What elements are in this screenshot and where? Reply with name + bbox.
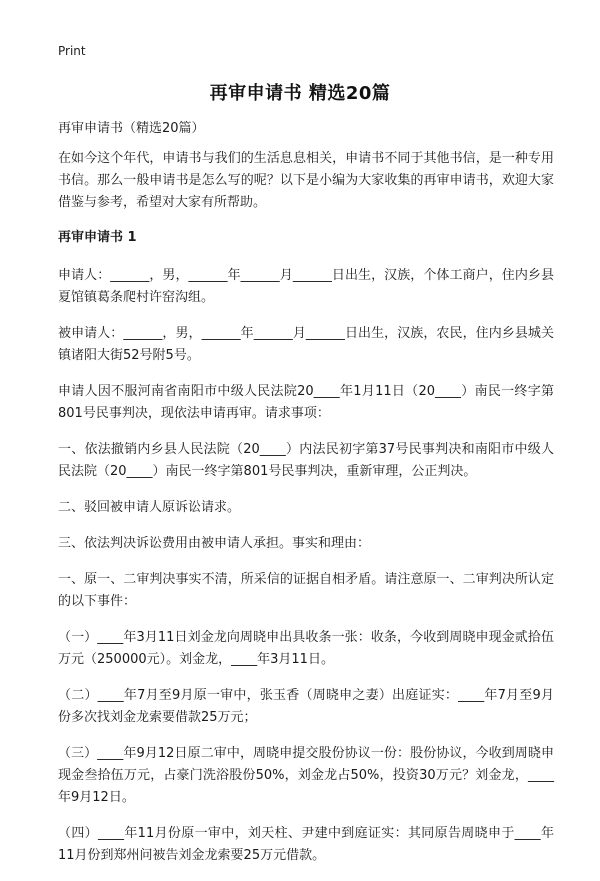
paragraph-request-2: 二、驳回被申请人原诉讼请求。 (58, 500, 241, 515)
print-link[interactable]: Print (58, 44, 86, 58)
paragraph-respondent: 被申请人：______，男，______年______月______日出生，汉族，农民，住内乡县城关镇诸阳大街52号附5号。 (58, 326, 554, 363)
section-heading: 再审申请书 1 (58, 230, 137, 245)
paragraph-applicant: 申请人：______，男，______年______月______日出生，汉族，个体工商户，住内乡县夏馆镇葛条爬村许窑沟组。 (58, 268, 554, 305)
paragraph-request-1: 一、依法撤销内乡县人民法院（20____）内法民初字第37号民事判决和南阳市中级人民法院（20____）南民一终字第801号民事判决，重新审理，公正判决。 (58, 442, 554, 479)
paragraph-event-3: （三）____年9月12日原二审中，周晓申提交股份协议一份：股份协议，今收到周晓申现金叁拾伍万元，占豪门洗浴股份50%，刘金龙占50%，投资30万元？刘金龙，____年9月12日。 (58, 746, 554, 805)
paragraph-event-1: （一）____年3月11日刘金龙向周晓申出具收条一张：收条，今收到周晓申现金贰拾伍万元（250000元）。刘金龙，____年3月11日。 (58, 630, 554, 667)
paragraph-reason-1: 一、原一、二审判决事实不清，所采信的证据自相矛盾。请注意原一、二审判决所认定的以下事件： (58, 572, 554, 609)
intro-paragraph: 在如今这个年代，申请书与我们的生活息息相关，申请书不同于其他书信，是一种专用书信。那么一般申请书是怎么写的呢？以下是小编为大家收集的再审申请书，欢迎大家借鉴与参考，希望对大家有所帮助。 (58, 151, 554, 210)
page-title: 再审申请书 精选20篇 (209, 83, 391, 104)
document-subtitle: 再审申请书（精选20篇） (58, 121, 205, 136)
paragraph-request-intro: 申请人因不服河南省南阳市中级人民法院20____年1月11日（20____）南民一终字第801号民事判决，现依法申请再审。请求事项： (58, 384, 554, 421)
paragraph-event-2: （二）____年7月至9月原一审中，张玉香（周晓申之妻）出庭证实：____年7月至9月份多次找刘金龙索要借款25万元； (58, 688, 554, 725)
paragraph-event-4: （四）____年11月份原一审中，刘天柱、尹建中到庭证实：其同原告周晓申于____年11月份到郑州问被告刘金龙索要25万元借款。 (58, 826, 554, 863)
paragraph-request-3: 三、依法判决诉讼费用由被申请人承担。事实和理由： (58, 536, 371, 551)
document-body (58, 118, 554, 881)
